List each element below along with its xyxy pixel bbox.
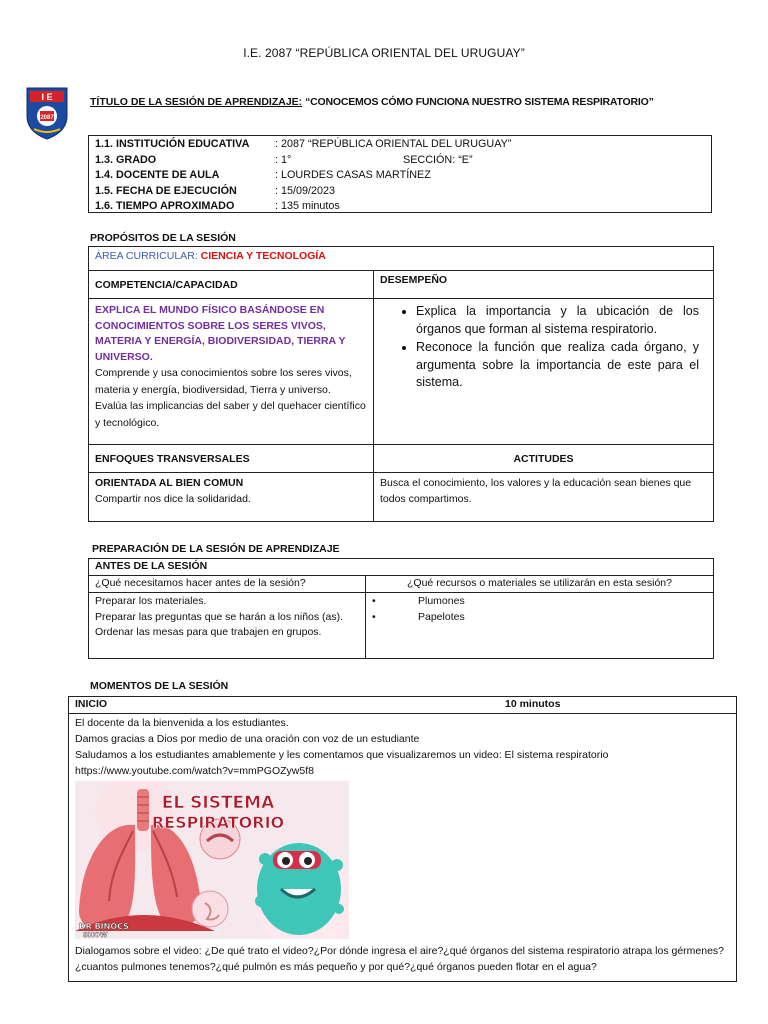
session-title bbox=[90, 96, 654, 108]
area-label: ÁREA CURRICULAR: bbox=[95, 250, 198, 262]
resources-cell bbox=[366, 593, 714, 659]
video-thumbnail-image bbox=[75, 781, 349, 939]
section-value: SECCIÓN: “E” bbox=[403, 153, 473, 166]
info-key: 1.1. INSTITUCIÓN EDUCATIVA bbox=[95, 138, 250, 150]
before-session-label: ANTES DE LA SESIÓN bbox=[89, 559, 714, 576]
phase-label: INICIO bbox=[75, 698, 108, 710]
moment-line: El docente da la bienvenida a los estudiantes. bbox=[75, 717, 289, 729]
area-name: CIENCIA Y TECNOLOGÍA bbox=[200, 250, 326, 262]
info-value: : 135 minutos bbox=[275, 200, 340, 213]
video-title-line-2: RESPIRATORIO bbox=[151, 813, 285, 832]
phase-header bbox=[69, 697, 737, 714]
info-row bbox=[95, 184, 705, 200]
resource-item: • Papelotes bbox=[372, 610, 465, 623]
resource-label: Plumones bbox=[418, 595, 465, 607]
attitudes-header: ACTITUDES bbox=[374, 445, 714, 473]
resource-label: Papelotes bbox=[418, 610, 465, 623]
performance-item: • Reconoce la función que realiza cada órgano, y argumenta sobre la importancia de este para el sistema. bbox=[416, 339, 699, 392]
before-question: ¿Qué necesitamos hacer antes de la sesión? bbox=[89, 576, 366, 593]
info-value: : 15/09/2023 bbox=[275, 184, 336, 197]
performance-list bbox=[380, 303, 699, 392]
preparation-table bbox=[88, 558, 714, 659]
info-key: 1.3. GRADO bbox=[95, 153, 157, 166]
info-key: 1.5. FECHA DE EJECUCIÓN bbox=[95, 184, 237, 197]
dialogue-questions: Dialogamos sobre el video: ¿De qué trato el video?¿Por dónde ingresa el aire?¿qué órganos del sistema respiratorio atrapa los gérmenes?¿cuantos pulmones tenemos?¿qué pulmón es más pequeño y por qué?¿qué órganos pueden flotar en el agua? bbox=[75, 945, 725, 973]
session-title-label: TÍTULO DE LA SESIÓN DE APRENDIZAJE: bbox=[90, 96, 303, 108]
info-row bbox=[95, 168, 705, 184]
info-key: 1.4. DOCENTE DE AULA bbox=[95, 169, 220, 182]
performance-item: • Explica la importancia y la ubicación de los órganos que forman al sistema respiratorio. bbox=[416, 303, 699, 338]
logo-number: 2087 bbox=[40, 115, 54, 121]
area-cell bbox=[89, 247, 714, 271]
moment-line: Saludamos a los estudiantes amablemente y les comentamos que visualizaremos un video: El sistema respiratorio bbox=[75, 749, 609, 761]
session-title-value: “CONOCEMOS CÓMO FUNCIONA NUESTRO SISTEMA RESPIRATORIO” bbox=[305, 96, 654, 108]
performance-cell bbox=[374, 299, 714, 445]
school-logo bbox=[24, 86, 70, 140]
task-item: Ordenar las mesas para que trabajen en grupos. bbox=[95, 626, 322, 638]
approaches-header: ENFOQUES TRANSVERSALES bbox=[89, 445, 374, 473]
approach-title: ORIENTADA AL BIEN COMUN bbox=[95, 477, 244, 489]
preparation-heading: PREPARACIÓN DE LA SESIÓN DE APRENDIZAJE bbox=[92, 543, 340, 555]
phase-content bbox=[69, 714, 737, 982]
task-item: Preparar las preguntas que se harán a los niños (as). bbox=[95, 610, 344, 623]
info-row bbox=[95, 199, 705, 215]
tasks-cell bbox=[89, 593, 366, 659]
task-item: Preparar los materiales. bbox=[95, 595, 207, 607]
competence-header: COMPETENCIA/CAPACIDAD bbox=[89, 271, 374, 299]
capacity-2: Evalúa las implicancias del saber y del quehacer científico y tecnológico. bbox=[95, 400, 366, 429]
info-value: : LOURDES CASAS MARTÍNEZ bbox=[275, 169, 431, 182]
resources-question: ¿Qué recursos o materiales se utilizarán en esta sesión? bbox=[366, 576, 714, 593]
video-title-line-1: EL SISTEMA bbox=[161, 793, 275, 813]
competence-title: EXPLICA EL MUNDO FÍSICO BASÁNDOSE EN CONOCIMIENTOS SOBRE LOS SERES VIVOS, MATERIA Y ENERGÍA, BIODIVERSIDAD, TIERRA Y UNIVERSO. bbox=[95, 304, 346, 363]
capacity-1: Comprende y usa conocimientos sobre los seres vivos, materia y energía, biodiversidad, Tierra y universo. bbox=[95, 367, 352, 396]
moment-line: Damos gracias a Dios por medio de una oración con voz de un estudiante bbox=[75, 733, 420, 745]
logo-letters: I E bbox=[41, 92, 53, 102]
info-value: : 1° bbox=[275, 153, 292, 166]
moments-heading: MOMENTOS DE LA SESIÓN bbox=[90, 680, 229, 692]
moments-table bbox=[68, 696, 737, 982]
purposes-heading: PROPÓSITOS DE LA SESIÓN bbox=[90, 232, 236, 244]
performance-header: DESEMPEÑO bbox=[374, 271, 714, 299]
video-brand-line-1: DR BINOCS bbox=[79, 922, 129, 931]
attitude-cell: Busca el conocimiento, los valores y la educación sean bienes que todos compartimos. bbox=[374, 473, 714, 522]
school-header: I.E. 2087 “REPÚBLICA ORIENTAL DEL URUGUAY” bbox=[243, 46, 525, 60]
purposes-table bbox=[88, 246, 714, 522]
approach-cell bbox=[89, 473, 374, 522]
info-key: 1.6. TIEMPO APROXIMADO bbox=[95, 200, 235, 213]
approach-text: Compartir nos dice la solidaridad. bbox=[95, 492, 251, 505]
video-brand-line-2: SHOW bbox=[83, 931, 108, 939]
info-row bbox=[95, 137, 705, 153]
general-info-box bbox=[88, 135, 712, 213]
phase-duration: 10 minutos bbox=[505, 698, 561, 710]
resource-item: • Plumones bbox=[372, 595, 465, 607]
info-value: : 2087 “REPÚBLICA ORIENTAL DEL URUGUAY” bbox=[275, 138, 512, 150]
competence-cell bbox=[89, 299, 374, 445]
video-link[interactable]: https://www.youtube.com/watch?v=mmPGOZyw5f8 bbox=[75, 765, 314, 777]
info-row bbox=[95, 153, 705, 169]
